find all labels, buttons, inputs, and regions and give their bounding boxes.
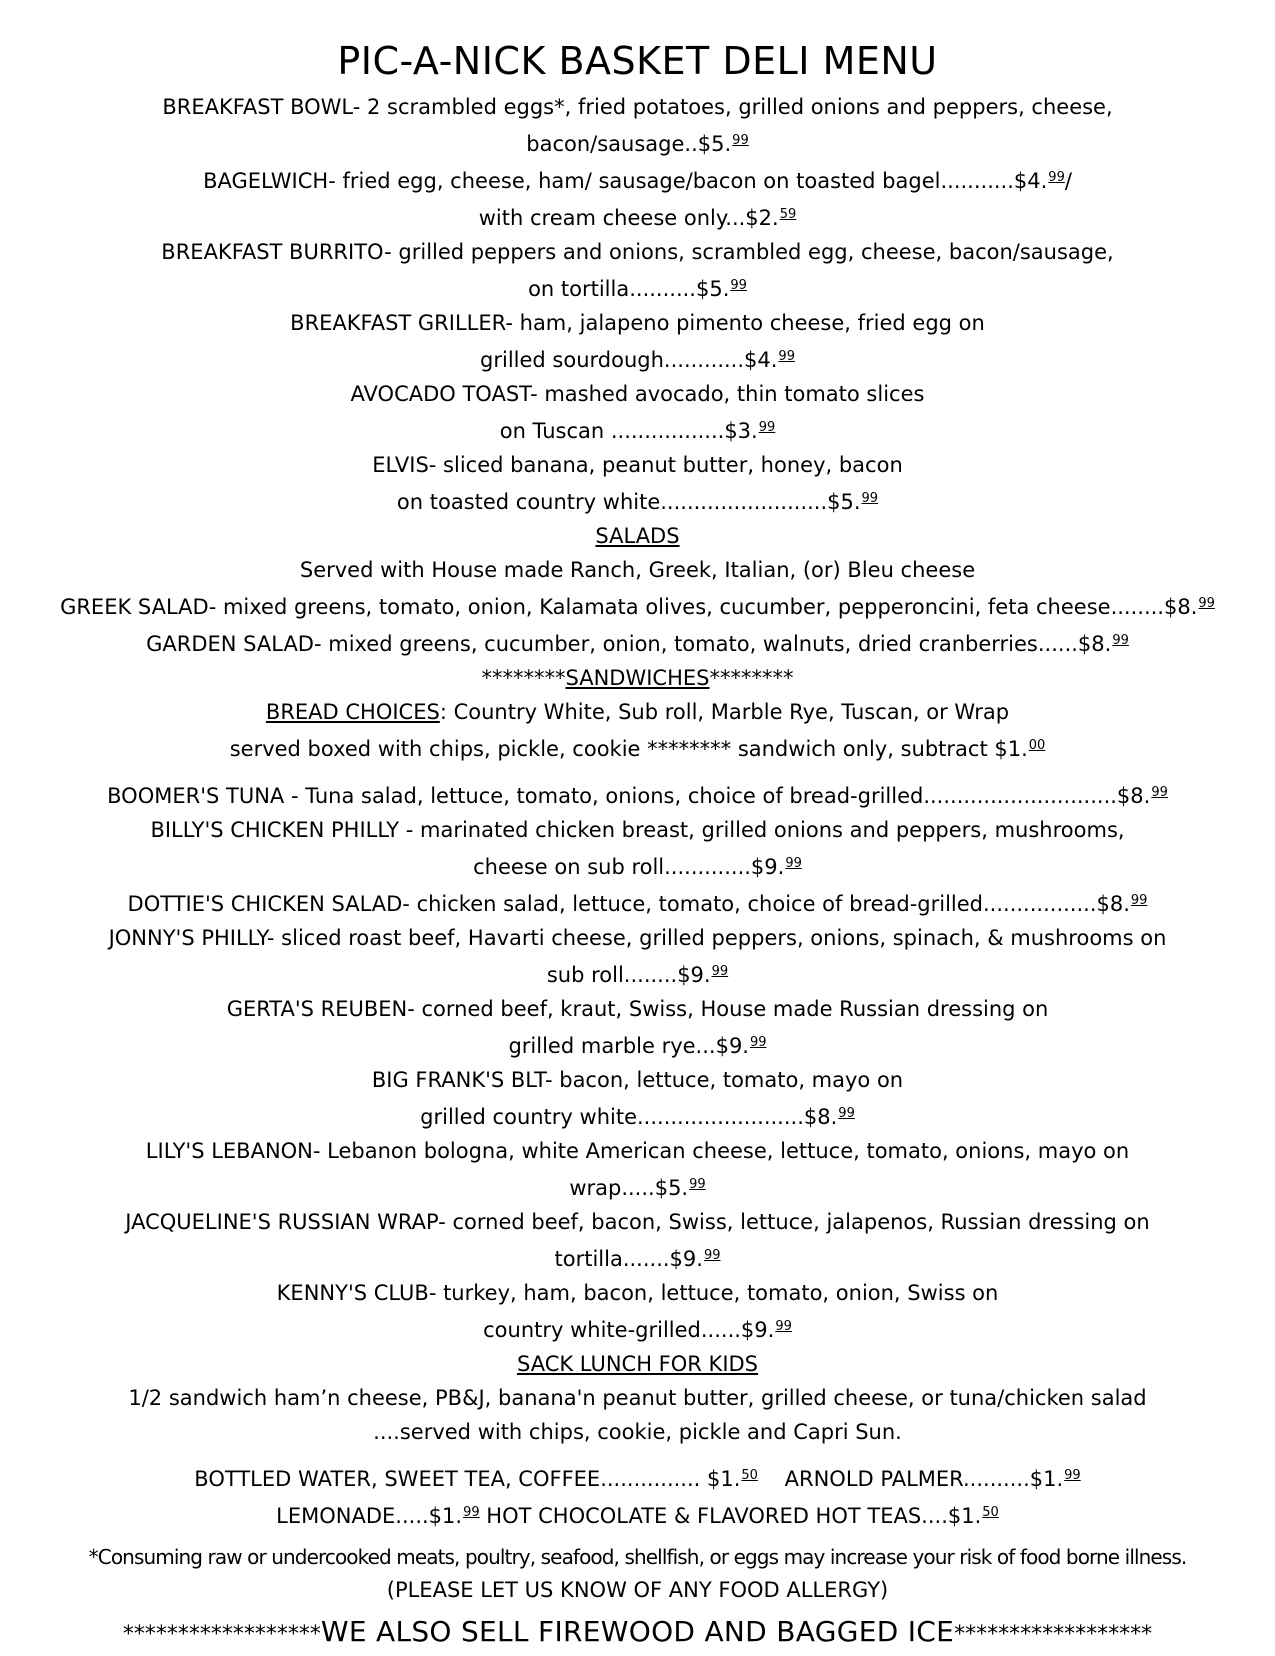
price-cents: 99 <box>463 1505 480 1520</box>
price-cents: 50 <box>982 1505 999 1520</box>
breakfast-burrito-line-1: BREAKFAST BURRITO- grilled peppers and onions, scrambled egg, cheese, bacon/sausage, <box>161 240 1114 264</box>
drinks-line-1: BOTTLED WATER, SWEET TEA, COFFEE............... $1.50 ARNOLD PALMER..........$1.99 <box>194 1467 1081 1491</box>
jonnys-philly-line-2: sub roll........$9.99 <box>546 963 729 987</box>
billys-chicken-philly-line-2: cheese on sub roll.............$9.99 <box>473 855 802 879</box>
price-cents: 99 <box>703 1248 721 1263</box>
price-cents: 99 <box>730 278 747 293</box>
page-title: PIC-A-NICK BASKET DELI MENU <box>337 39 938 83</box>
big-franks-blt-line-2: grilled country white.........................$8.99 <box>420 1105 855 1129</box>
greek-salad: GREEK SALAD- mixed greens, tomato, onion, Kalamata olives, cucumber, pepperoncini, feta cheese........$8.99 <box>60 595 1215 619</box>
kids-line-2: ....served with chips, cookie, pickle and Capri Sun. <box>373 1420 902 1444</box>
breakfast-burrito-line-2: on tortilla..........$5.99 <box>528 277 747 301</box>
kids-heading: SACK LUNCH FOR KIDS <box>516 1352 759 1376</box>
lilys-lebanon-line-1: LILY'S LEBANON- Lebanon bologna, white American cheese, lettuce, tomato, onions, mayo on <box>145 1139 1130 1163</box>
price-cents: 99 <box>758 420 776 435</box>
kids-line-1: 1/2 sandwich ham’n cheese, PB&J, banana'n peanut butter, grilled cheese, or tuna/chicken salad <box>128 1386 1147 1410</box>
dotties-chicken-salad: DOTTIE'S CHICKEN SALAD- chicken salad, lettuce, tomato, choice of bread-grilled.................$8.99 <box>127 892 1148 916</box>
price-cents: 00 <box>1028 738 1046 753</box>
price-cents: 99 <box>785 856 802 871</box>
garden-salad: GARDEN SALAD- mixed greens, cucumber, onion, tomato, walnuts, dried cranberries......$8.99 <box>146 632 1129 656</box>
price-cents: 99 <box>1130 893 1148 908</box>
gertas-reuben-line-1: GERTA'S REUBEN- corned beef, kraut, Swiss, House made Russian dressing on <box>226 997 1049 1021</box>
boxed-note: served boxed with chips, pickle, cookie ******** sandwich only, subtract $1.00 <box>229 737 1046 761</box>
salads-heading: SALADS <box>595 524 680 548</box>
price-cents: 99 <box>838 1106 855 1121</box>
jonnys-philly-line-1: JONNY'S PHILLY- sliced roast beef, Havarti cheese, grilled peppers, onions, spinach, & mushrooms on <box>108 926 1167 950</box>
price-cents: 99 <box>775 1319 792 1334</box>
avocado-toast-line-2: on Tuscan .................$3.99 <box>499 419 776 443</box>
kennys-club-line-2: country white-grilled......$9.99 <box>483 1318 792 1342</box>
bread-choices: BREAD CHOICES: Country White, Sub roll, Marble Rye, Tuscan, or Wrap <box>265 700 1010 724</box>
boomers-tuna: BOOMER'S TUNA - Tuna salad, lettuce, tomato, onions, choice of bread-grilled.............................$8.99 <box>107 784 1168 808</box>
avocado-toast-line-1: AVOCADO TOAST- mashed avocado, thin tomato slices <box>350 382 925 406</box>
price-cents: 99 <box>1048 170 1065 185</box>
breakfast-bowl-line-1: BREAKFAST BOWL- 2 scrambled eggs*, fried potatoes, grilled onions and peppers, cheese, <box>162 95 1113 119</box>
price-cents: 99 <box>711 964 729 979</box>
elvis-line-2: on toasted country white.........................$5.99 <box>396 490 879 514</box>
gertas-reuben-line-2: grilled marble rye...$9.99 <box>508 1034 767 1058</box>
drinks-line-2: LEMONADE.....$1.99 HOT CHOCOLATE & FLAVORED HOT TEAS....$1.50 <box>276 1504 999 1528</box>
bagelwich-line-2: with cream cheese only...$2.59 <box>478 206 797 230</box>
breakfast-griller-line-2: grilled sourdough............$4.99 <box>480 348 795 372</box>
billys-chicken-philly-line-1: BILLY'S CHICKEN PHILLY - marinated chicken breast, grilled onions and peppers, mushrooms, <box>150 818 1125 842</box>
kennys-club-line-1: KENNY'S CLUB- turkey, ham, bacon, lettuce, tomato, onion, Swiss on <box>276 1281 999 1305</box>
price-cents: 99 <box>1112 633 1129 648</box>
price-cents: 99 <box>1064 1468 1081 1483</box>
lilys-lebanon-line-2: wrap.....$5.99 <box>569 1176 706 1200</box>
food-safety-warning: *Consuming raw or undercooked meats, poultry, seafood, shellfish, or eggs may increase your risk of food borne illness. <box>88 1545 1187 1569</box>
price-cents: 99 <box>749 1035 767 1050</box>
jacquelines-russian-wrap-line-2: tortilla.......$9.99 <box>554 1247 721 1271</box>
salad-dressings: Served with House made Ranch, Greek, Italian, (or) Bleu cheese <box>299 558 976 582</box>
breakfast-bowl-line-2: bacon/sausage..$5.99 <box>526 132 749 156</box>
jacquelines-russian-wrap-line-1: JACQUELINE'S RUSSIAN WRAP- corned beef, bacon, Swiss, lettuce, jalapenos, Russian dressing on <box>125 1210 1150 1234</box>
price-cents: 99 <box>778 349 795 364</box>
price-cents: 99 <box>732 133 749 148</box>
big-franks-blt-line-1: BIG FRANK'S BLT- bacon, lettuce, tomato, mayo on <box>371 1068 904 1092</box>
allergy-notice: (PLEASE LET US KNOW OF ANY FOOD ALLERGY) <box>386 1578 889 1602</box>
sandwiches-heading: ********SANDWICHES******** <box>481 666 794 690</box>
price-cents: 99 <box>861 491 879 506</box>
bagelwich-line-1: BAGELWICH- fried egg, cheese, ham/ sausage/bacon on toasted bagel...........$4.99/ <box>203 169 1072 193</box>
price-cents: 59 <box>779 207 797 222</box>
price-cents: 50 <box>741 1468 758 1483</box>
price-cents: 99 <box>1198 596 1215 611</box>
firewood-ice-banner: ******************WE ALSO SELL FIREWOOD AND BAGGED ICE****************** <box>122 1615 1153 1648</box>
price-cents: 99 <box>689 1177 706 1192</box>
breakfast-griller-line-1: BREAKFAST GRILLER- ham, jalapeno pimento cheese, fried egg on <box>290 311 985 335</box>
elvis-line-1: ELVIS- sliced banana, peanut butter, honey, bacon <box>372 453 903 477</box>
price-cents: 99 <box>1151 785 1168 800</box>
